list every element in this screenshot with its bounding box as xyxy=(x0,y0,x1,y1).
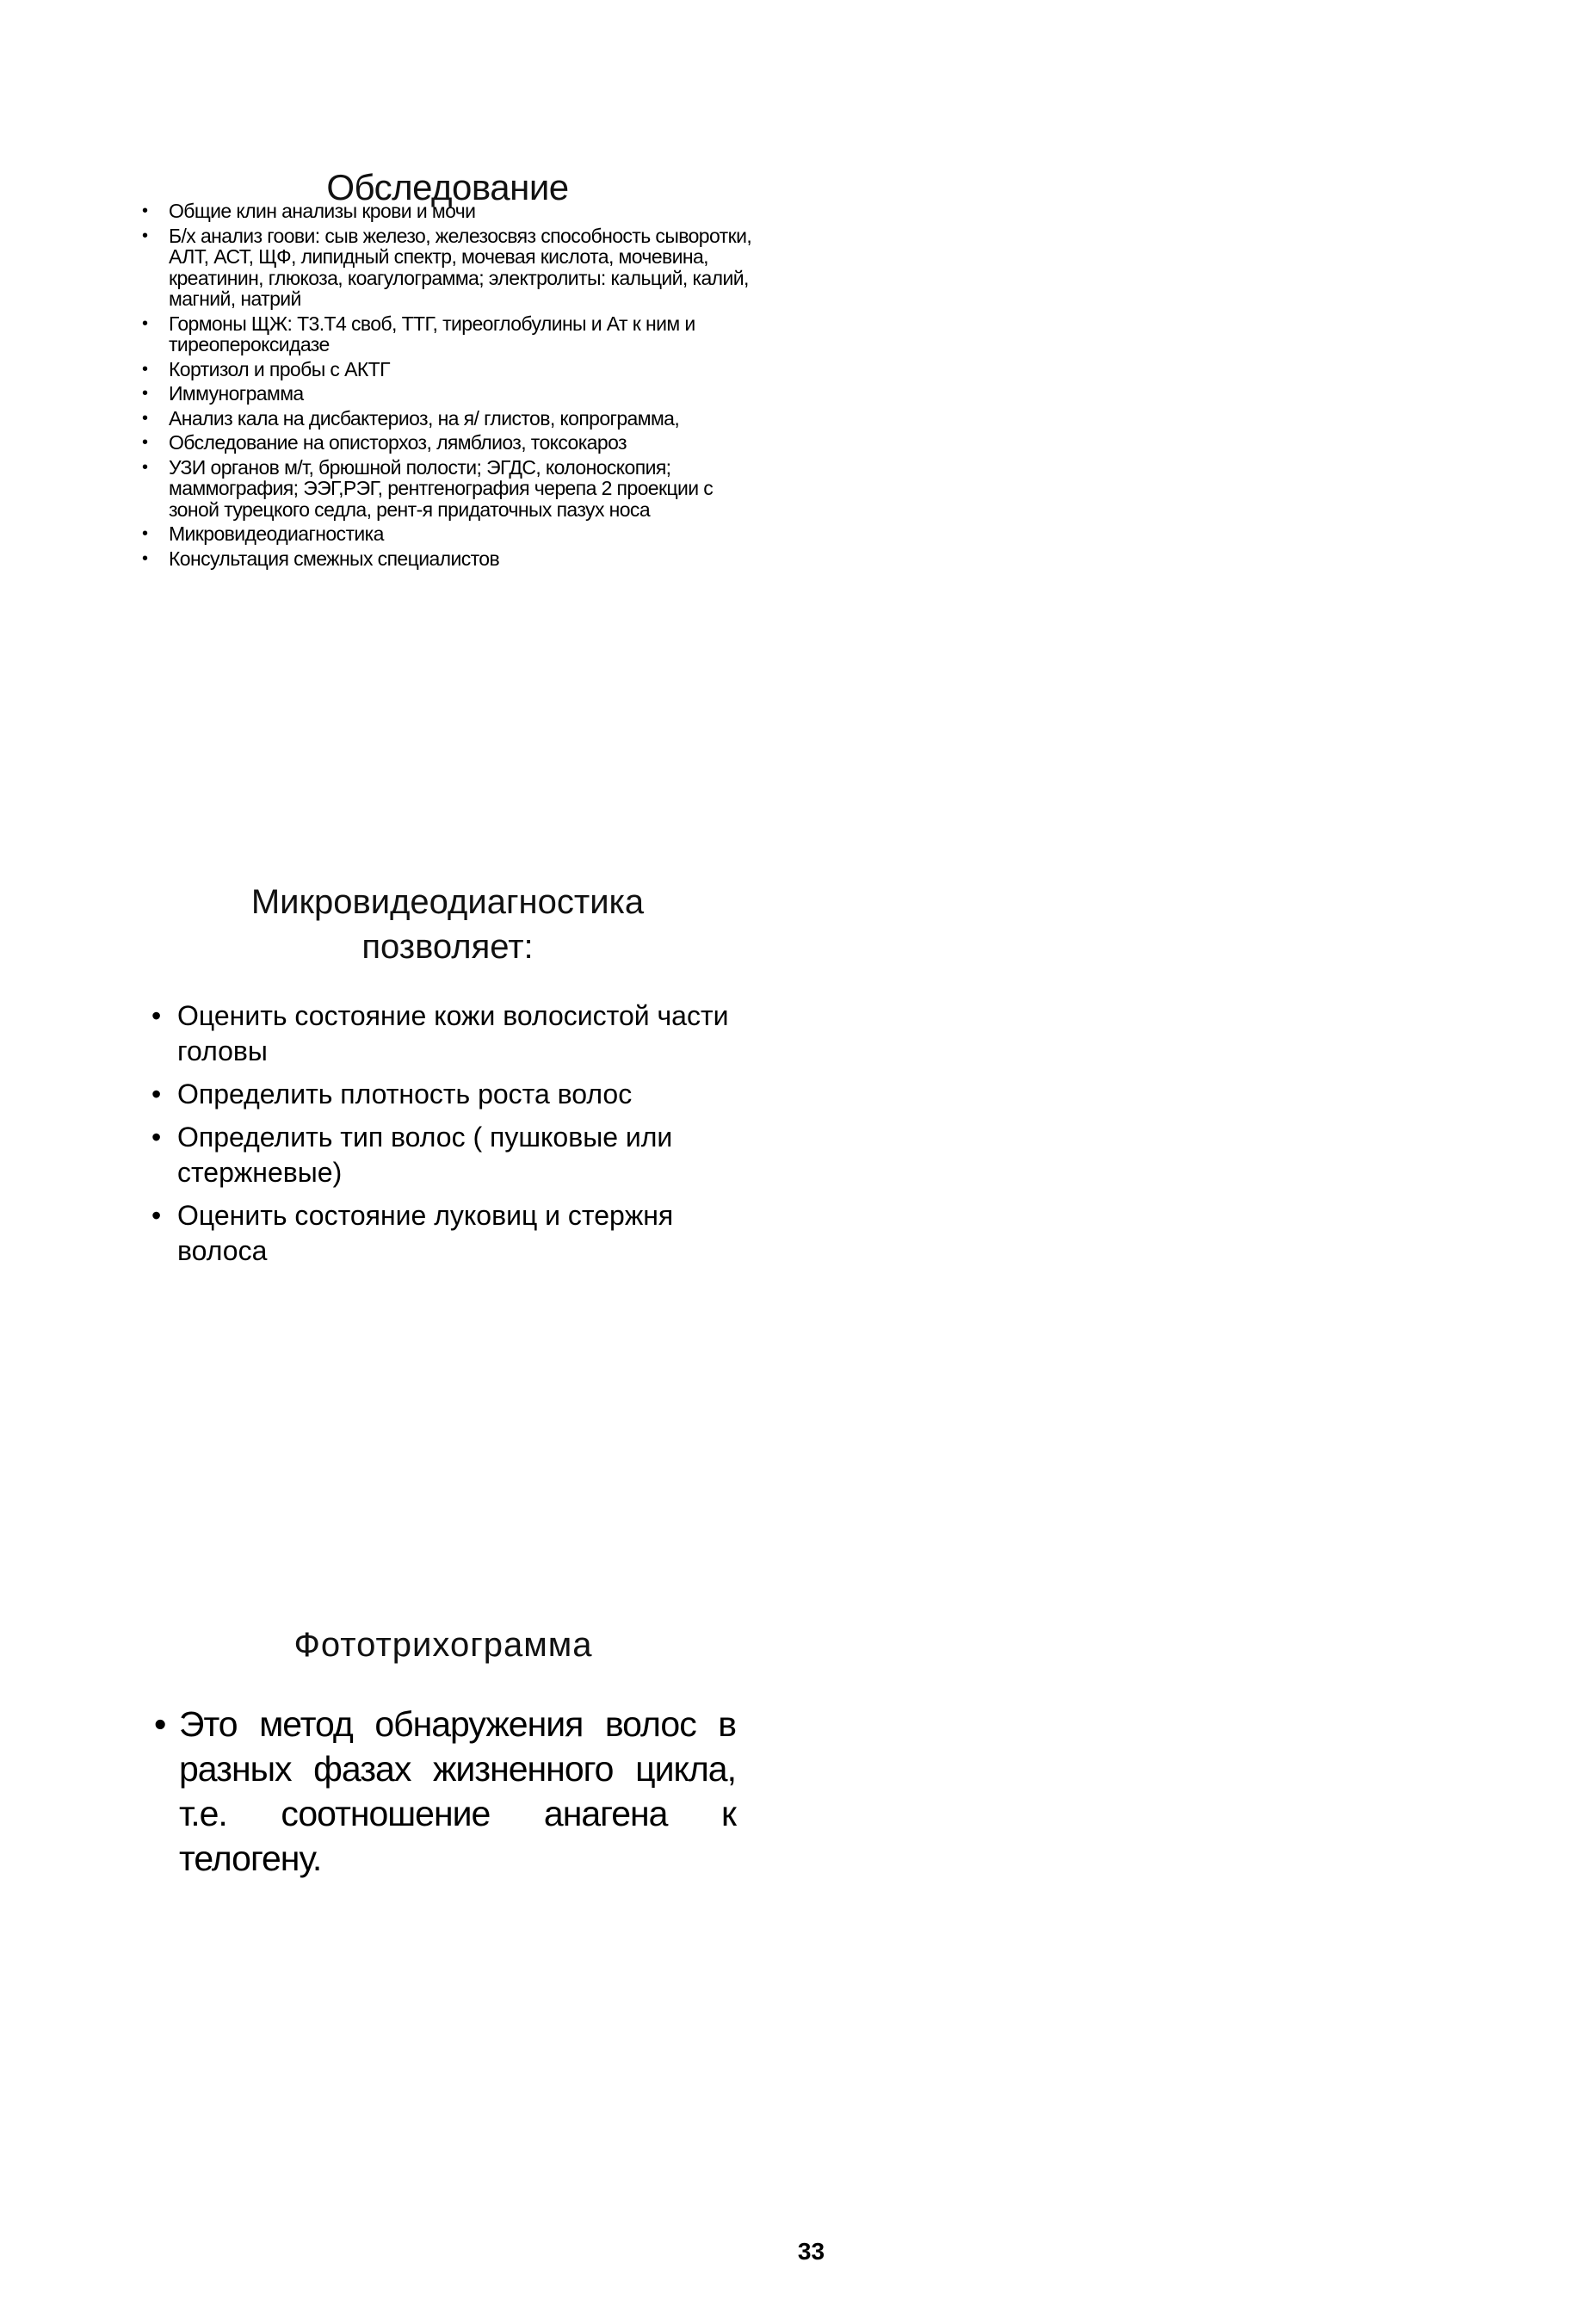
slide-phototrichogram xyxy=(151,1622,736,1881)
capabilities-list xyxy=(146,998,749,1269)
examination-list xyxy=(138,201,757,569)
bullet-icon: • xyxy=(142,524,148,543)
definition-list xyxy=(151,1702,736,1881)
list-item: • Определить плотность роста волос xyxy=(146,1077,749,1112)
list-item: • Оценить состояние кожи волосистой части головы xyxy=(151,1000,729,1066)
list-item: • Кортизол и пробы с АКТГ xyxy=(142,357,390,380)
bullet-icon: • xyxy=(142,457,148,477)
bullet-icon: • xyxy=(142,548,148,568)
list-item: • Анализ кала на дисбактериоз, на я/ глистов, копрограмма, xyxy=(142,406,680,430)
bullet-icon: • xyxy=(142,408,148,428)
list-item: • Микровидеодиагностика xyxy=(142,522,384,545)
bullet-icon: • xyxy=(151,1122,162,1153)
list-item: • УЗИ органов м/т, брюшной полости; ЭГДС, колоноскопия; маммография; ЭЭГ,РЭГ, рентгенография черепа 2 проекции с зоной турецкого седла, рент-я придаточных пазух носа xyxy=(142,455,714,521)
list-item: • Иммунограмма xyxy=(142,382,304,405)
bullet-icon: • xyxy=(151,1200,162,1231)
slide-title: Обследование xyxy=(326,167,569,207)
slide-examination xyxy=(138,166,757,572)
bullet-icon: • xyxy=(142,384,148,403)
slide-title: Фототрихограмма xyxy=(293,1626,593,1664)
slide-title: Микровидеодиагностика позволяет: xyxy=(250,883,645,966)
slide-microvideodiagnostics xyxy=(146,880,749,1276)
bullet-icon: • xyxy=(151,1000,162,1031)
bullet-icon: • xyxy=(142,313,148,333)
list-item: • Оценить состояние луковиц и стержня волоса xyxy=(151,1200,674,1266)
bullet-icon: • xyxy=(142,201,148,220)
bullet-icon: • xyxy=(142,226,148,245)
bullet-icon: • xyxy=(154,1704,166,1744)
bullet-icon: • xyxy=(142,433,148,452)
list-item: • Б/х анализ гоови: сыв железо, железосвяз способность сыворотки, АЛТ, АСТ, ЩФ, липидный спектр, мочевая кислота, мочевина, креатинин, глюкоза, коагулограмма; электролиты: кальций, калий, магний, натрий xyxy=(142,224,752,310)
list-item: • Общие клин анализы крови и мочи xyxy=(142,200,476,222)
bullet-icon: • xyxy=(142,359,148,379)
list-item: • Обследование на описторхоз, лямблиоз, токсокароз xyxy=(142,431,627,454)
bullet-icon: • xyxy=(151,1079,162,1109)
list-item: • Гормоны ЩЖ: Т3.Т4 своб, ТТГ, тиреоглобулины и Ат к ним и тиреопероксидазе xyxy=(142,312,695,355)
page-number: 33 xyxy=(797,2238,825,2265)
list-item: • Это метод обнаружения волос в разных фазах жизненного цикла, т.е. соотношение анагена к телогену. xyxy=(151,1702,736,1881)
list-item: • Определить тип волос ( пушковые или стержневые) xyxy=(151,1122,673,1188)
list-item: • Консультация смежных специалистов xyxy=(142,547,500,570)
